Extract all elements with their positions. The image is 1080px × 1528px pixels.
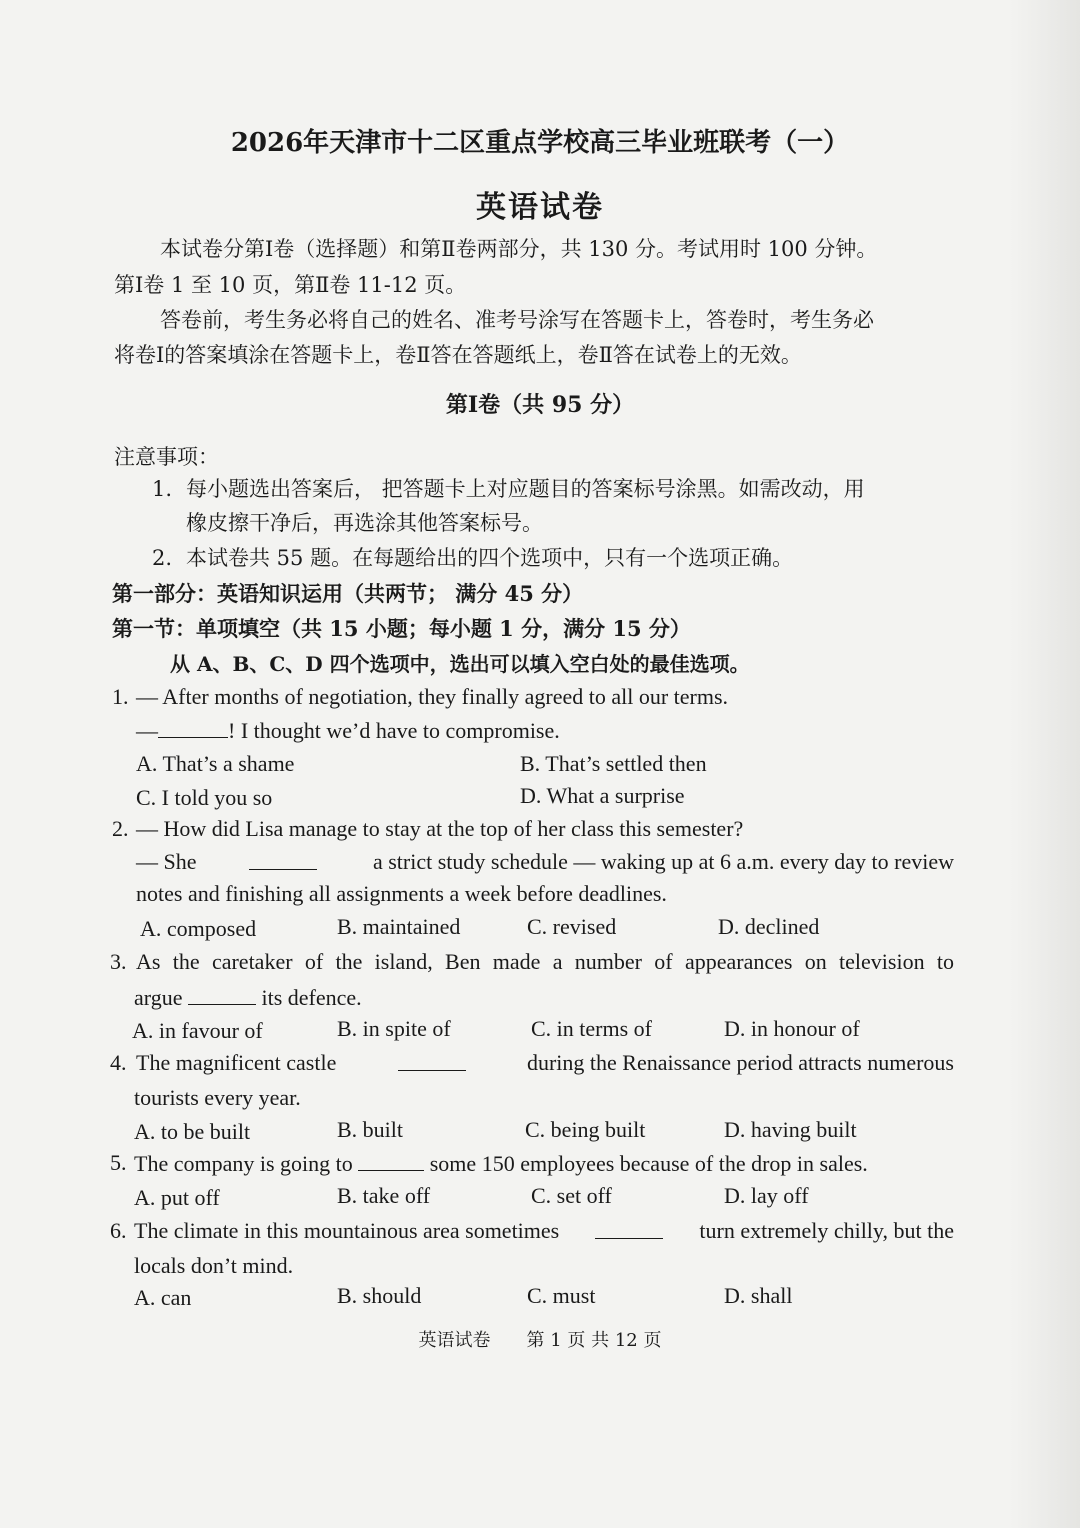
q5-option-c: C. set off — [531, 1183, 612, 1208]
q5-number: 5. — [110, 1150, 127, 1175]
q2-option-d: D. declined — [718, 914, 820, 939]
q2-line-2-text: a strict study schedule — waking up at 6 a.m. every day to review — [372, 849, 954, 874]
exam-title: 2026年天津市十二区重点学校高三毕业班联考（一） — [230, 128, 850, 158]
q1-line-1: — After months of negotiation, they finally agreed to all our terms. — [136, 684, 729, 709]
q5-blank — [358, 1150, 424, 1171]
q6-option-d: D. shall — [724, 1283, 793, 1308]
subsection-title: 第一节：单项填空（共 15 小题；每小题 1 分，满分 15 分） — [112, 616, 691, 641]
q2-number: 2. — [112, 816, 129, 841]
q3-option-b: B. in spite of — [337, 1016, 451, 1041]
q6-blank — [595, 1218, 663, 1239]
q6-pre: The climate in this mountainous area sometimes — [134, 1218, 560, 1243]
intro-line-4: 将卷Ⅰ的答案填涂在答题卡上，卷Ⅱ答在答题纸上，卷Ⅱ答在试卷上的无效。 — [114, 343, 802, 367]
intro-line-1: 本试卷分第Ⅰ卷（选择题）和第Ⅱ卷两部分，共 130 分。考试用时 100 分钟。 — [160, 237, 878, 261]
q3-blank — [188, 984, 256, 1005]
q4-line-1 — [136, 1050, 954, 1076]
note-1-number: 1. — [152, 477, 173, 501]
q1-number: 1. — [112, 684, 129, 709]
q6-option-b: B. should — [337, 1283, 422, 1308]
q1-line-2-text: ! I thought we’d have to compromise. — [228, 718, 560, 743]
q5-post: some 150 employees because of the drop in sales. — [429, 1151, 868, 1176]
q3-line-1: As the caretaker of the island, Ben made a number of appearances on television to — [136, 949, 954, 974]
q6-post: turn extremely chilly, but the — [699, 1218, 954, 1243]
q3-option-c: C. in terms of — [531, 1016, 652, 1041]
note-2-number: 2. — [152, 546, 173, 570]
q6-option-a: A. can — [134, 1285, 192, 1310]
q6-line-2: locals don’t mind. — [134, 1253, 294, 1278]
note-1-line-1: 每小题选出答案后， 把答题卡上对应题目的答案标号涂黑。如需改动，用 — [186, 477, 865, 501]
intro-line-2: 第Ⅰ卷 1 至 10 页，第Ⅱ卷 11-12 页。 — [114, 273, 467, 297]
note-1-line-2: 橡皮擦干净后，再选涂其他答案标号。 — [186, 511, 543, 535]
q2-blank — [249, 849, 317, 870]
q6-number: 6. — [110, 1218, 127, 1243]
page-footer: 英语试卷 第 1 页 共 12 页 — [418, 1330, 662, 1351]
q4-blank — [398, 1050, 466, 1071]
q1-option-a: A. That’s a shame — [136, 751, 295, 776]
q5-option-d: D. lay off — [724, 1183, 809, 1208]
exam-subtitle: 英语试卷 — [476, 190, 604, 225]
q3-line-2-text: its defence. — [261, 985, 362, 1010]
q2-line-1: — How did Lisa manage to stay at the top of her class this semester? — [136, 816, 744, 841]
q6-option-c: C. must — [527, 1283, 596, 1308]
q3-option-a: A. in favour of — [132, 1018, 263, 1043]
q4-line-2: tourists every year. — [134, 1085, 301, 1110]
q1-option-c: C. I told you so — [136, 785, 273, 810]
q1-dash: — — [136, 718, 158, 743]
instruction-text: 从 A、B、C、D 四个选项中，选出可以填入空白处的最佳选项。 — [170, 652, 750, 676]
q2-line-3: notes and finishing all assignments a week before deadlines. — [136, 881, 667, 906]
q4-number: 4. — [110, 1050, 127, 1075]
q3-option-d: D. in honour of — [724, 1016, 860, 1041]
q1-line-2 — [136, 717, 560, 744]
q4-option-a: A. to be built — [134, 1119, 251, 1144]
q6-line-1 — [134, 1218, 954, 1244]
section-title: 第一部分：英语知识运用（共两节； 满分 45 分） — [112, 581, 584, 606]
q4-post: during the Renaissance period attracts numerous — [526, 1050, 954, 1075]
q1-option-d: D. What a surprise — [520, 783, 685, 808]
q3-number: 3. — [110, 949, 127, 974]
q4-option-d: D. having built — [724, 1117, 857, 1142]
intro-line-3: 答卷前，考生务必将自己的姓名、准考号涂写在答题卡上，答卷时，考生务必 — [160, 308, 874, 332]
q5-option-a: A. put off — [134, 1185, 220, 1210]
q5-option-b: B. take off — [337, 1183, 431, 1208]
q4-option-b: B. built — [337, 1117, 404, 1142]
note-2-text: 本试卷共 55 题。在每题给出的四个选项中，只有一个选项正确。 — [186, 546, 794, 570]
q4-pre: The magnificent castle — [136, 1050, 337, 1075]
q5-pre: The company is going to — [134, 1151, 353, 1176]
q1-blank — [158, 717, 228, 738]
q5-line-1 — [134, 1150, 868, 1177]
q2-option-a: A. composed — [140, 916, 257, 941]
q2-she: — She — [136, 849, 197, 874]
q3-line-2 — [134, 984, 362, 1011]
notes-label: 注意事项： — [114, 445, 219, 469]
q2-option-c: C. revised — [527, 914, 617, 939]
q2-line-2 — [136, 849, 954, 875]
q3-argue: argue — [134, 985, 183, 1010]
scan-edge-shadow — [1010, 0, 1080, 1528]
q4-option-c: C. being built — [525, 1117, 646, 1142]
q2-option-b: B. maintained — [337, 914, 461, 939]
part1-heading: 第Ⅰ卷（共 95 分） — [445, 392, 635, 418]
q1-option-b: B. That’s settled then — [520, 751, 707, 776]
